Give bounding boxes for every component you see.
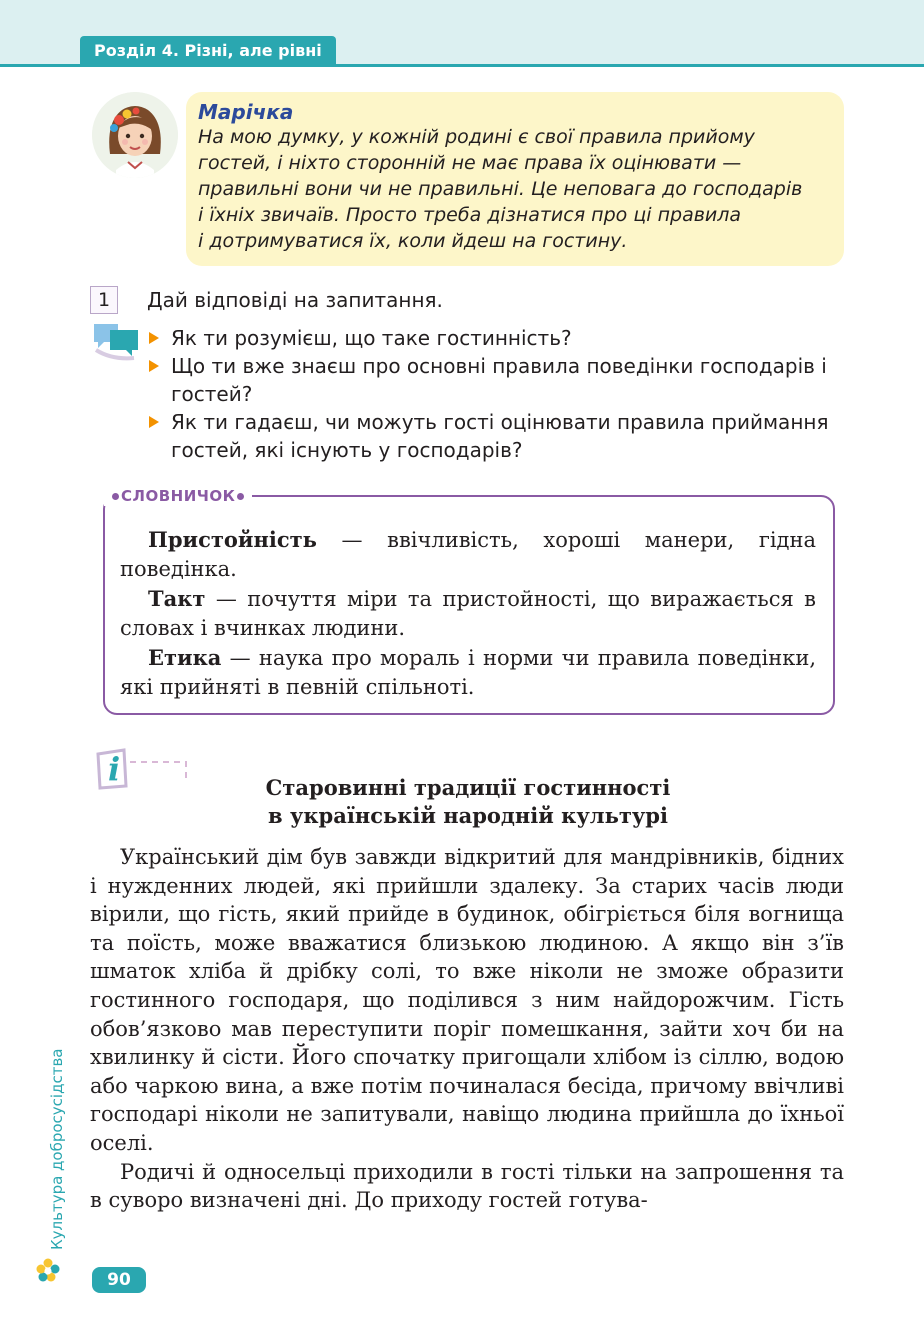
task-number: 1 <box>90 286 118 314</box>
question-text: Як ти гадаєш, чи можуть гості оцінювати правила приймання гостей, які існують у господарів? <box>171 410 829 462</box>
article-paragraph: Український дім був завжди відкритий для мандрівників, бідних і нужденних людей, які прийшли здалеку. За старих часів люди вірили, що гість, який прийде в будинок, обігріється біля вогнища та поїсть, може вважатися близькою людиною. А якщо він з’їв шматок хліба й дрібку солі, то вже ніколи не зможе образити гостинного господаря, що поділився з ним найдорожчим. Гість обов’язково мав переступити поріг помешкання, зайти хоч би на хвилинку й сісти. Його спочатку пригощали хлібом із сіллю, водою або чаркою вина, а вже потім починалася бесіда, причому ввічливі господарі ніколи не запитували, навіщо людина прийшла до їхньої оселі. <box>90 845 844 1155</box>
dot-icon <box>237 493 244 500</box>
glossary-term: Такт <box>148 586 206 611</box>
quote-line: і дотримуватися їх, коли йдеш на гостину. <box>198 230 628 252</box>
chat-bubbles-icon <box>92 320 140 364</box>
glossary-term: Етика <box>148 645 222 670</box>
section-side-label: Культура добросусідства <box>48 1048 66 1250</box>
glossary-entry <box>120 525 816 584</box>
glossary-entries <box>120 525 816 702</box>
dot-icon <box>112 493 119 500</box>
glossary-term: Пристойність <box>148 527 317 552</box>
quote-line: На мою думку, у кожній родині є свої правила прийому <box>198 126 755 148</box>
article-body <box>90 843 844 1215</box>
svg-text:i: i <box>108 750 121 788</box>
article-title: Старовинні традиції гостинності в українській народній культурі <box>265 775 671 828</box>
flower-icon <box>36 1258 60 1282</box>
quote-line: і їхніх звичаїв. Просто треба дізнатися про ці правила <box>198 204 742 226</box>
arrow-bullet-icon <box>149 332 159 344</box>
question-text: Що ти вже знаєш про основні правила поведінки господарів і гостей? <box>171 354 827 406</box>
chapter-title: Розділ 4. Різні, але рівні <box>80 36 336 66</box>
girl-avatar-icon <box>92 92 178 178</box>
task-title: Дай відповіді на запитання. <box>147 288 443 312</box>
article-paragraph: Родичі й односельці приходили в гості тільки на запрошення та в суворо визначені дні. До приходу гостей готува- <box>90 1159 844 1213</box>
arrow-bullet-icon <box>149 360 159 372</box>
glossary-definition: — почуття міри та пристойності, що виражається в словах і вчинках людини. <box>120 587 816 640</box>
page-number: 90 <box>92 1267 146 1293</box>
glossary-entry <box>120 643 816 702</box>
quote-author: Марічка <box>198 100 294 124</box>
list-item <box>147 324 847 352</box>
question-text: Як ти розумієш, що таке гостинність? <box>171 326 572 350</box>
glossary-entry <box>120 584 816 643</box>
glossary-label: СЛОВНИЧОК <box>104 486 252 506</box>
quote-line: гостей, і ніхто сторонній не має права їх оцінювати — <box>198 152 742 174</box>
quote-bubble <box>186 92 844 266</box>
glossary-definition: — наука про мораль і норми чи правила поведінки, які прийняті в певній спільноті. <box>120 646 816 699</box>
quote-line: правильні вони чи не правильні. Це неповага до господарів <box>198 178 803 200</box>
arrow-bullet-icon <box>149 416 159 428</box>
glossary-definition: — ввічливість, хороші манери, гідна поведінка. <box>120 528 816 581</box>
list-item <box>147 408 847 464</box>
list-item <box>147 352 847 408</box>
question-list <box>147 324 847 464</box>
